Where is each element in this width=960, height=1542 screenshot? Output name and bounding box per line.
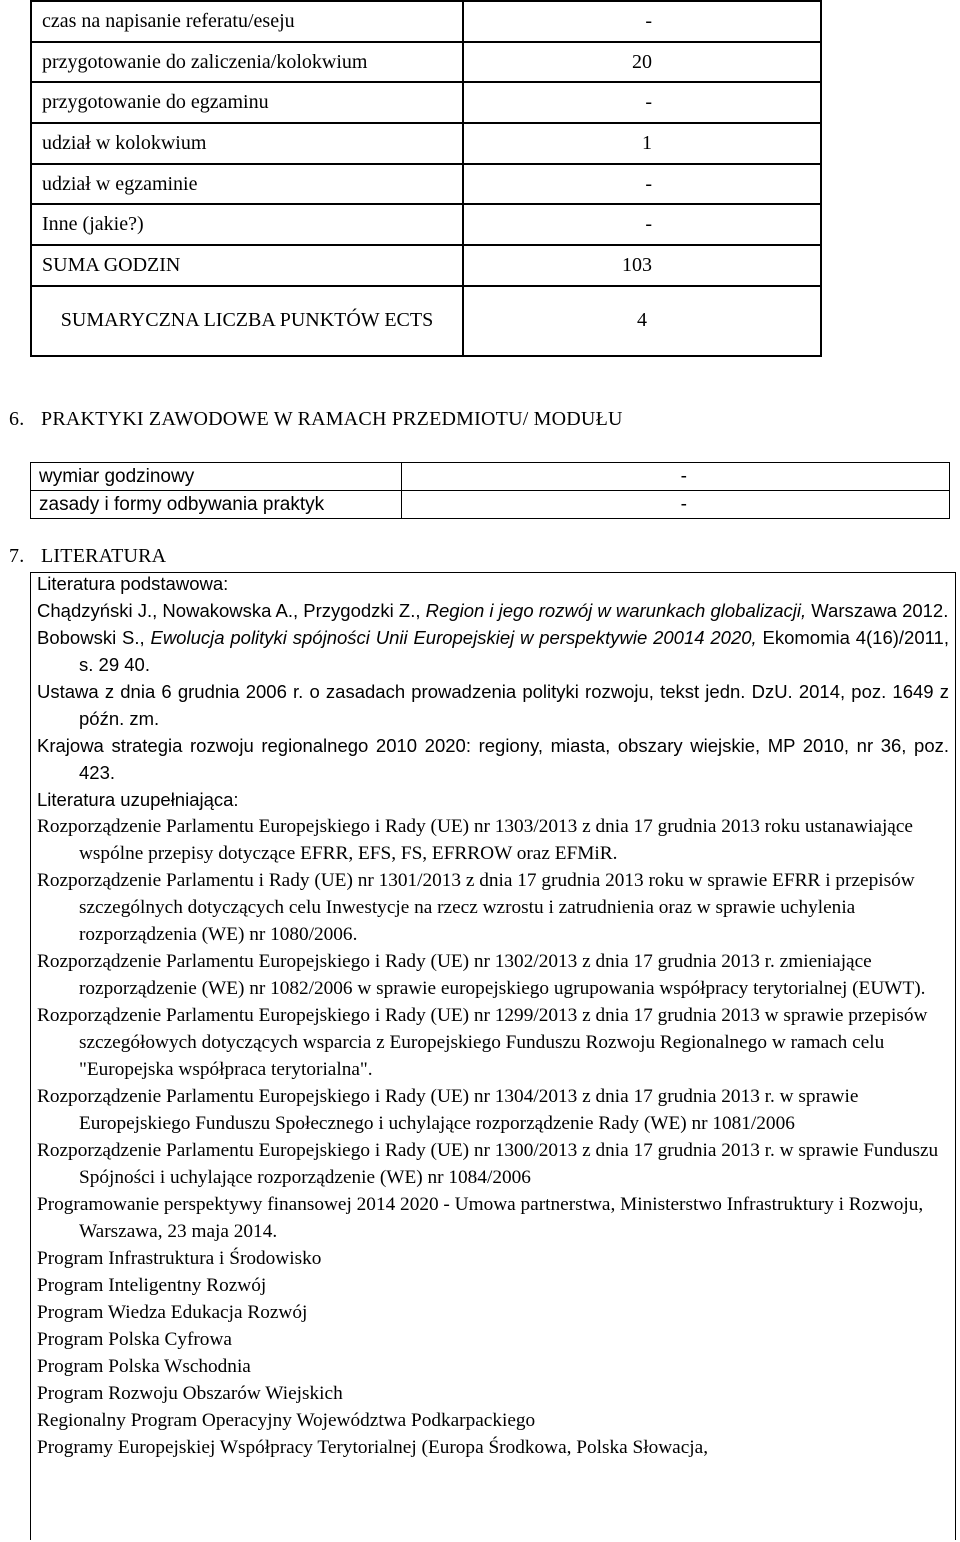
list-item: Rozporządzenie Parlamentu Europejskiego i Rady (UE) nr 1304/2013 z dnia 17 grudnia 2013 r. w sprawie Europejskiego Funduszu Społecznego i uchylające rozporządzenie Rady (WE) nr 1081/2006 (37, 1086, 859, 1134)
entry-title: Region i jego rozwój w warunkach globalizacji, (425, 600, 807, 621)
row-label: SUMARYCZNA LICZBA PUNKTÓW ECTS (31, 286, 463, 356)
table-row (31, 164, 821, 205)
list-item: Program Wiedza Edukacja Rozwój (37, 1302, 308, 1323)
section-6-heading (9, 408, 623, 431)
entry-details: Ustawa z dnia 6 grudnia 2006 r. o zasadach prowadzenia polityki rozwoju, tekst jedn. DzU. 2014, poz. 1649 z późn. zm. (37, 681, 949, 729)
section-title: LITERATURA (41, 545, 167, 567)
table-row (31, 82, 821, 123)
row-value: - (463, 204, 821, 245)
entry-authors: Chądzyński J., Nowakowska A., Przygodzki Z., (37, 600, 426, 621)
table-row (31, 491, 950, 519)
row-value: - (463, 164, 821, 205)
row-value: - (463, 82, 821, 123)
internship-table (30, 462, 950, 519)
list-item: Programowanie perspektywy finansowej 2014 2020 - Umowa partnerstwa, Ministerstwo Infrastruktury i Rozwoju, Warszawa, 23 maja 2014. (37, 1194, 924, 1242)
entry-details: Ekomomia 4(16)/2011, s. 29 40. (79, 627, 949, 675)
list-item: Rozporządzenie Parlamentu Europejskiego i Rady (UE) nr 1303/2013 z dnia 17 grudnia 2013 roku ustanawiające wspólne przepisy dotyczące EFRR, EFS, FS, EFRROW oraz EFMiR. (37, 816, 913, 864)
list-item: Rozporządzenie Parlamentu Europejskiego i Rady (UE) nr 1302/2013 z dnia 17 grudnia 2013 r. zmieniające rozporządzenie (WE) nr 1082/2006 w sprawie europejskiego ugrupowania współpracy terytorialnej (EUWT). (37, 951, 926, 999)
entry-details: Warszawa 2012. (806, 600, 949, 621)
table-row (31, 245, 821, 286)
section-7-heading (9, 545, 166, 568)
list-item: Program Polska Cyfrowa (37, 1329, 232, 1350)
section-number: 6. (9, 408, 25, 430)
row-value: 1 (463, 123, 821, 164)
row-label: czas na napisanie referatu/eseju (31, 1, 463, 42)
table-row (31, 1, 821, 42)
list-item (37, 732, 949, 786)
list-item: Rozporządzenie Parlamentu Europejskiego i Rady (UE) nr 1300/2013 z dnia 17 grudnia 2013 r. w sprawie Funduszu Spójności i uchylające rozporządzenie (WE) nr 1084/2006 (37, 1140, 939, 1188)
list-item: Program Rozwoju Obszarów Wiejskich (37, 1383, 343, 1404)
list-item: Regionalny Program Operacyjny Województwa Podkarpackiego (37, 1410, 536, 1431)
row-value: - (402, 491, 950, 519)
table-row (31, 42, 821, 83)
list-item: Rozporządzenie Parlamentu Europejskiego i Rady (UE) nr 1299/2013 z dnia 17 grudnia 2013 w sprawie przepisów szczegółowych dotyczących wsparcia z Europejskiego Funduszu Rozwoju Regionalnego w ramach celu "Europejska współpraca terytorialna". (37, 1005, 928, 1080)
row-label: wymiar godzinowy (31, 463, 402, 491)
list-item: Programy Europejskiej Współpracy Terytorialnej (Europa Środkowa, Polska Słowacja, (37, 1437, 709, 1458)
list-item (37, 624, 949, 678)
row-value: - (402, 463, 950, 491)
row-value: 4 (463, 286, 821, 356)
list-item: Program Infrastruktura i Środowisko (37, 1248, 322, 1269)
basic-literature-label: Literatura podstawowa: (37, 573, 229, 594)
row-label: Inne (jakie?) (31, 204, 463, 245)
list-item: Program Polska Wschodnia (37, 1356, 251, 1377)
row-label: zasady i formy odbywania praktyk (31, 491, 402, 519)
row-value: 20 (463, 42, 821, 83)
table-row (31, 123, 821, 164)
table-row (31, 463, 950, 491)
section-number: 7. (9, 545, 25, 567)
row-value: 103 (463, 245, 821, 286)
list-item: Rozporządzenie Parlamentu i Rady (UE) nr 1301/2013 z dnia 17 grudnia 2013 roku w sprawie EFRR i przepisów szczególnych dotyczących celu Inwestycje na rzecz wzrostu i zatrudnienia oraz w sprawie uchylenia rozporządzenia (WE) nr 1080/2006. (37, 870, 915, 945)
table-row (31, 204, 821, 245)
row-label: przygotowanie do egzaminu (31, 82, 463, 123)
row-label: udział w egzaminie (31, 164, 463, 205)
list-item: Program Inteligentny Rozwój (37, 1275, 267, 1296)
ects-hours-table (30, 0, 822, 357)
entry-authors: Bobowski S., (37, 627, 151, 648)
supplementary-literature-label: Literatura uzupełniająca: (37, 789, 239, 810)
list-item (37, 597, 949, 624)
row-label: udział w kolokwium (31, 123, 463, 164)
row-label: przygotowanie do zaliczenia/kolokwium (31, 42, 463, 83)
table-row (31, 286, 821, 356)
list-item (37, 678, 949, 732)
row-label: SUMA GODZIN (31, 245, 463, 286)
section-title: PRAKTYKI ZAWODOWE W RAMACH PRZEDMIOTU/ MODUŁU (41, 408, 623, 430)
row-value: - (463, 1, 821, 42)
entry-details: Krajowa strategia rozwoju regionalnego 2010 2020: regiony, miasta, obszary wiejskie, MP 2010, nr 36, poz. 423. (37, 735, 949, 783)
entry-title: Ewolucja polityki spójności Unii Europejskiej w perspektywie 20014 2020, (150, 627, 757, 648)
literature-list (37, 570, 949, 1461)
